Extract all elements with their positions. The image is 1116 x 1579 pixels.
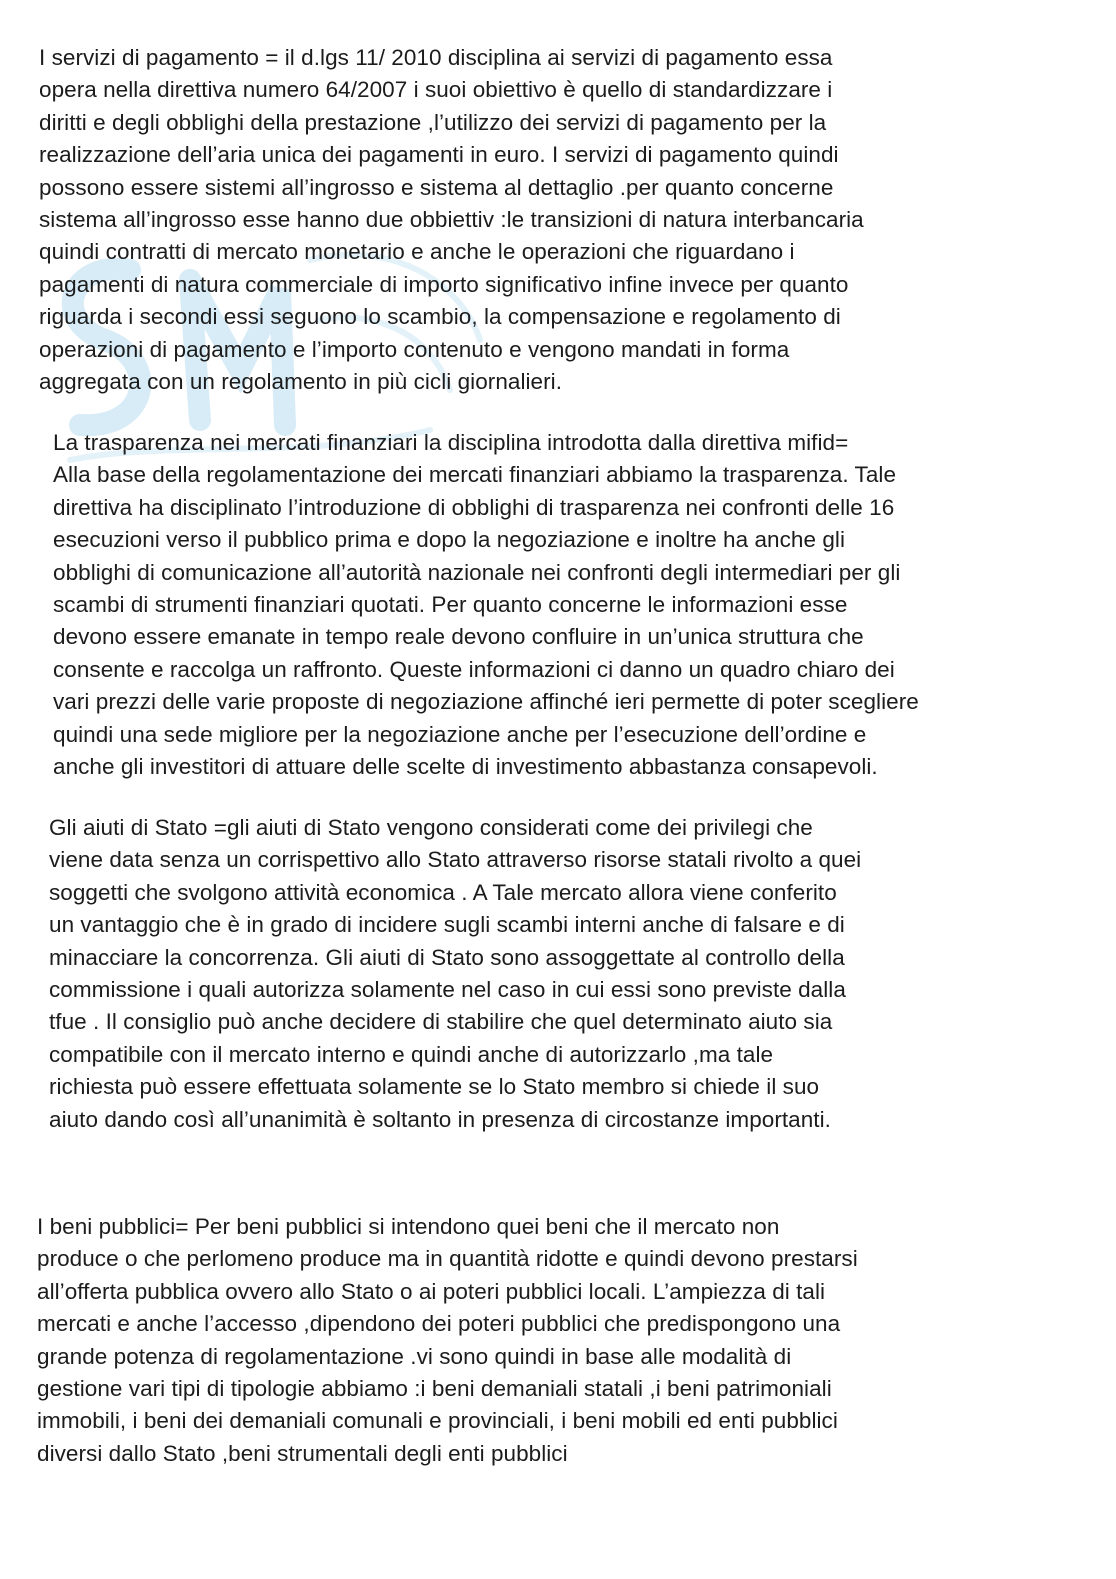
section-line: pagamenti di natura commerciale di importo significativo infine invece per quanto [39, 271, 849, 297]
section-line: gestione vari tipi di tipologie abbiamo :i beni demaniali statali ,i beni patrimoniali [37, 1376, 832, 1402]
section-beni-pubblici [37, 1211, 858, 1470]
highlighted-heading: La trasparenza nei mercati finanziari la disciplina introdotta dalla direttiva mifid [53, 427, 835, 459]
section-line: grande potenza di regolamentazione .vi sono quindi in base alle modalità di [37, 1343, 792, 1369]
highlighted-heading: Gli aiuti di Stato = [49, 812, 227, 844]
section-line: consente e raccolga un raffronto. Queste informazioni ci danno un quadro chiaro dei [53, 656, 895, 682]
section-line: Gli aiuti di Stato =gli aiuti di Stato vengono considerati come dei privilegi che [49, 812, 861, 844]
highlighted-heading: beni pubblici= [50, 1211, 189, 1243]
section-line: I servizi di pagamento = il d.lgs 11/ 2010 disciplina ai servizi di pagamento essa [39, 42, 864, 74]
section-line: all’offerta pubblica ovvero allo Stato o ai poteri pubblici locali. L’ampiezza di tali [37, 1278, 826, 1304]
section-line: compatibile con il mercato interno e quindi anche di autorizzarlo ,ma tale [49, 1041, 774, 1067]
section-line: quindi una sede migliore per la negoziazione anche per l’esecuzione dell’ordine e [53, 721, 867, 747]
section-line: I beni pubblici= Per beni pubblici si intendono quei beni che il mercato non [37, 1211, 858, 1243]
section-line: un vantaggio che è in grado di incidere sugli scambi interni anche di falsare e di [49, 912, 845, 938]
section-line: obblighi di comunicazione all’autorità nazionale nei confronti degli intermediari per gli [53, 559, 901, 585]
section-line: viene data senza un corrispettivo allo Stato attraverso risorse statali rivolto a quei [49, 847, 862, 873]
section-line: Alla base della regolamentazione dei mercati finanziari abbiamo la trasparenza. Tale [53, 462, 897, 488]
section-line: minacciare la concorrenza. Gli aiuti di Stato sono assoggettate al controllo della [49, 944, 845, 970]
section-line: diritti e degli obblighi della prestazione ,l’utilizzo dei servizi di pagamento per la [39, 109, 827, 135]
section-line: richiesta può essere effettuata solamente se lo Stato membro si chiede il suo [49, 1074, 820, 1100]
section-line: mercati e anche l’accesso ,dipendono dei poteri pubblici che predispongono una [37, 1311, 841, 1337]
section-line: soggetti che svolgono attività economica . A Tale mercato allora viene conferito [49, 879, 837, 905]
section-line: diversi dallo Stato ,beni strumentali degli enti pubblici [37, 1440, 568, 1466]
section-line: opera nella direttiva numero 64/2007 i suoi obiettivo è quello di standardizzare i [39, 77, 833, 103]
section-line: realizzazione dell’aria unica dei pagamenti in euro. I servizi di pagamento quindi [39, 142, 839, 168]
section-line: commissione i quali autorizza solamente nel caso in cui essi sono previste dalla [49, 977, 846, 1003]
section-line: scambi di strumenti finanziari quotati. Per quanto concerne le informazioni esse [53, 592, 848, 618]
section-line: aggregata con un regolamento in più cicli giornalieri. [39, 369, 563, 395]
section-line: anche gli investitori di attuare delle scelte di investimento abbastanza consapevoli. [53, 754, 878, 780]
section-line: sistema all’ingrosso esse hanno due obbiettiv :le transizioni di natura interbancaria [39, 207, 864, 233]
highlighted-heading: I servizi di pagamento = [39, 42, 278, 74]
section-line: tfue . Il consiglio può anche decidere di stabilire che quel determinato aiuto sia [49, 1009, 833, 1035]
section-trasparenza [53, 427, 919, 783]
section-aiuti-stato [49, 812, 861, 1136]
section-line: immobili, i beni dei demaniali comunali e provinciali, i beni mobili ed enti pubblici [37, 1408, 838, 1434]
section-line: operazioni di pagamento e l’importo contenuto e vengono mandati in forma [39, 336, 790, 362]
section-line: vari prezzi delle varie proposte di negoziazione affinché ieri permette di poter scegliere [53, 689, 919, 715]
section-line: aiuto dando così all’unanimità è soltanto in presenza di circostanze importanti. [49, 1106, 831, 1132]
section-line: riguarda i secondi essi seguono lo scambio, la compensazione e regolamento di [39, 304, 841, 330]
section-line: La trasparenza nei mercati finanziari la disciplina introdotta dalla direttiva mifid= [53, 427, 919, 459]
section-line: quindi contratti di mercato monetario e anche le operazioni che riguardano i [39, 239, 795, 265]
section-line: direttiva ha disciplinato l’introduzione di obblighi di trasparenza nei confronti delle 16 [53, 494, 895, 520]
section-line: devono essere emanate in tempo reale devono confluire in un’unica struttura che [53, 624, 864, 650]
section-line: possono essere sistemi all’ingrosso e sistema al dettaglio .per quanto concerne [39, 174, 834, 200]
section-line: esecuzioni verso il pubblico prima e dopo la negoziazione e inoltre ha anche gli [53, 527, 845, 553]
section-servizi-pagamento [39, 42, 864, 398]
section-line: produce o che perlomeno produce ma in quantità ridotte e quindi devono prestarsi [37, 1246, 858, 1272]
